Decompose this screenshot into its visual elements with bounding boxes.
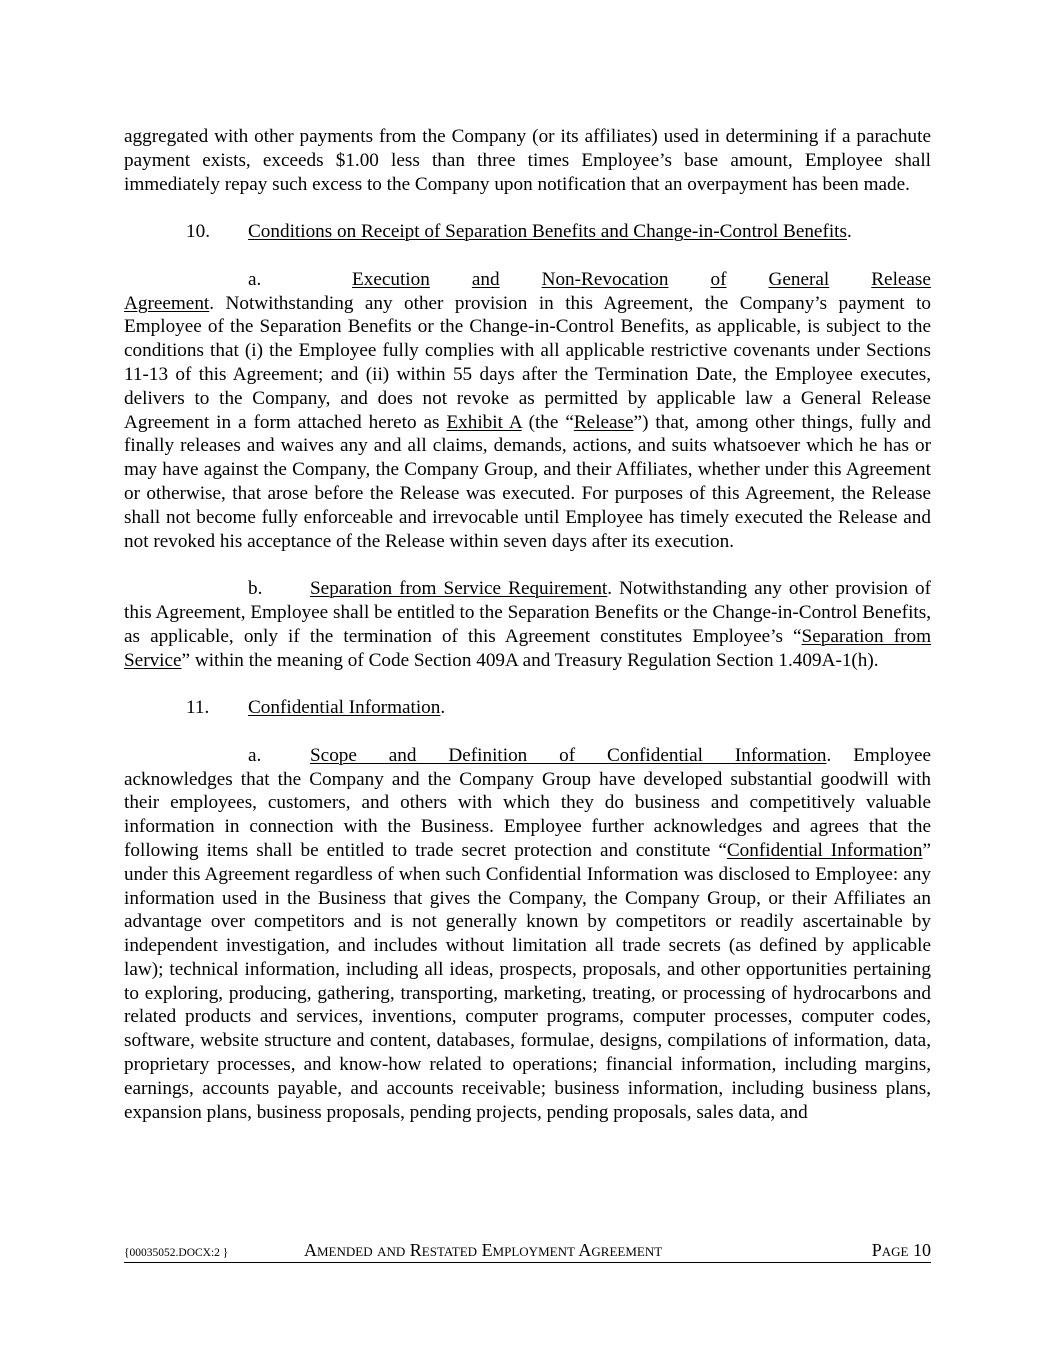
footer-page-number: Page 10 — [871, 1240, 931, 1260]
section-10a — [124, 268, 931, 554]
section-10a-heading-word: Release — [871, 268, 931, 290]
section-10a-body: Agreement. Notwithstanding any other provision in this Agreement, the Company’s payment to Employee of the Separation Benefits or the Change-in-Control Benefits, as applicable, is subject to the conditions that (i) the Employee fully complies with all applicable restrictive covenants under Sections 11-13 of this Agreement; and (ii) within 55 days after the Termination Date, the Employee executes, delivers to the Company, and does not revoke as permitted by applicable law a General Release Agreement in a form attached hereto as Exhibit A (the “Release”) that, among other things, fully and finally releases and waives any and all claims, demands, actions, and suits whatsoever which he has or may have against the Company, the Company Group, and their Affiliates, whether under this Agreement or otherwise, that arose before the Release was executed. For purposes of this Agreement, the Release shall not become fully enforceable and irrevocable until Employee has timely executed the Release and not revoked his acceptance of the Release within seven days after its execution. — [124, 292, 931, 552]
exhibit-a-ref: Exhibit A — [446, 411, 522, 433]
section-10a-heading-word: and — [471, 268, 500, 290]
confidential-info-term: Confidential Information — [726, 839, 923, 861]
page-footer — [124, 1240, 931, 1263]
footer-title: Amended and Restated Employment Agreement — [304, 1240, 663, 1260]
footer-doc-id: {00035052.DOCX:2 } — [124, 1247, 229, 1259]
section-10a-heading-line — [248, 268, 931, 292]
section-10b-label: b. — [248, 578, 263, 600]
section-10b-heading: Separation from Service Requirement — [310, 578, 608, 600]
section-10a-heading-word: of — [710, 268, 727, 290]
section-10a-heading-word: Non-Revocation — [541, 268, 669, 290]
intro-paragraph: aggregated with other payments from the Company (or its affiliates) used in determining if a parachute payment exists, exceeds $1.00 less than three times Employee’s base amount, Employee shall immediately repay such excess to the Company upon notification that an overpayment has been made. — [124, 126, 931, 195]
section-11-title: Confidential Information — [248, 697, 441, 719]
section-10a-heading-end: Agreement — [124, 292, 210, 314]
section-10b: b. Separation from Service Requirement. Notwithstanding any other provision of this Agreement, Employee shall be entitled to the Separation Benefits or the Change-in-Control Benefits, as applicable, only if the termination of this Agreement constitutes Employee’s “Separation from Service” within the meaning of Code Section 409A and Treasury Regulation Section 1.409A-1(h). — [124, 578, 932, 671]
section-11a-heading: Scope and Definition of Confidential Information — [310, 744, 827, 766]
section-11-number: 11. — [186, 697, 210, 719]
section-10a-heading-word: Execution — [352, 268, 430, 290]
document-page — [124, 125, 931, 1124]
section-10-title: Conditions on Receipt of Separation Benefits and Change-in-Control Benefits — [248, 221, 847, 243]
section-10a-label: a. — [248, 268, 262, 290]
section-11-heading: 11. Confidential Information. — [186, 697, 446, 719]
release-term: Release — [573, 411, 634, 433]
section-11a: a. Scope and Definition of Confidential Information. Employee acknowledges that the Company and the Company Group have developed substantial goodwill with their employees, customers, and others with which they do business and competitively valuable information in connection with the Business. Employee further acknowledges and agrees that the following items shall be entitled to trade secret protection and constitute “Confidential Information” under this Agreement regardless of when such Confidential Information was disclosed to Employee: any information used in the Business that gives the Company, the Company Group, or their Affiliates an advantage over competitors and is not generally known by competitors or readily ascertainable by independent investigation, and includes without limitation all trade secrets (as defined by applicable law); technical information, including all ideas, prospects, proposals, and other opportunities pertaining to exploring, producing, gathering, transporting, marketing, treating, or processing of hydrocarbons and related products and services, inventions, computer programs, computer processes, computer codes, software, website structure and content, databases, formulae, designs, compilations of information, data, proprietary processes, and know-how related to operations; financial information, including margins, earnings, accounts payable, and accounts receivable; business information, including business plans, expansion plans, business proposals, pending projects, pending proposals, sales data, and — [124, 744, 932, 1123]
section-10-number: 10. — [186, 221, 210, 243]
separation-term: Separation from Service — [124, 625, 932, 671]
section-10a-heading-word: General — [768, 268, 830, 290]
section-10-heading: 10. Conditions on Receipt of Separation Benefits and Change-in-Control Benefits. — [186, 221, 852, 243]
section-11a-label: a. — [248, 744, 262, 766]
